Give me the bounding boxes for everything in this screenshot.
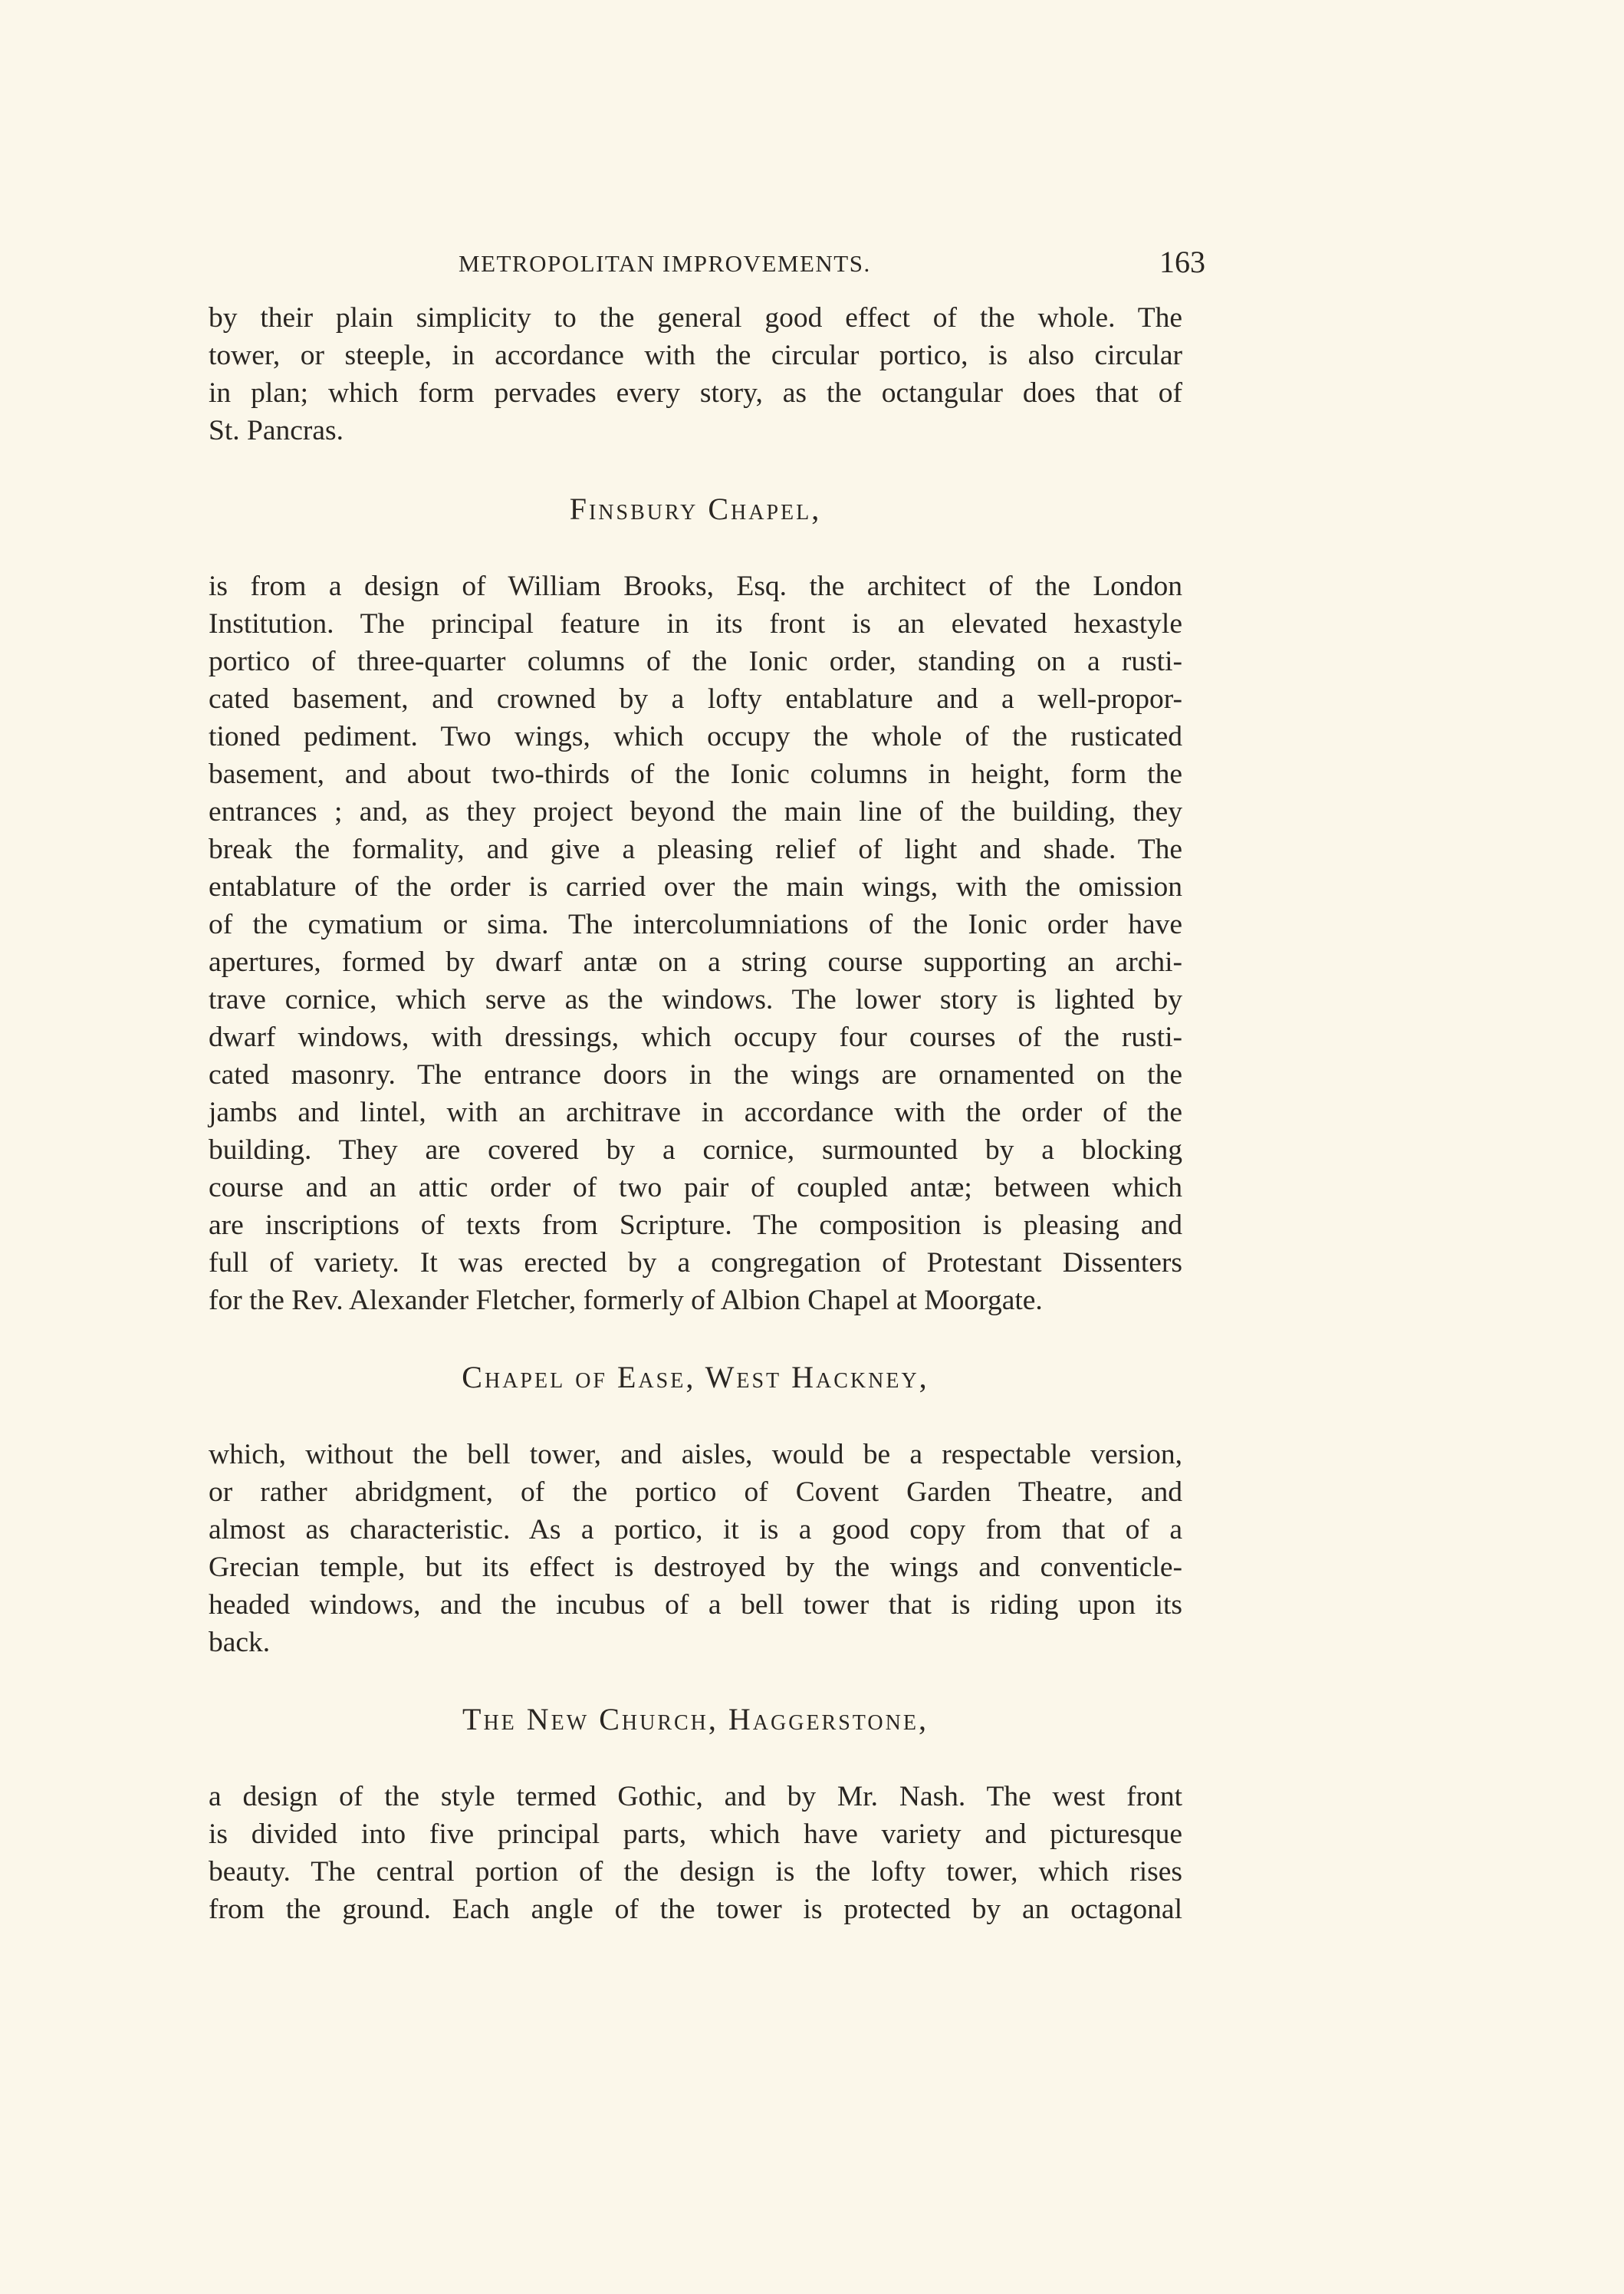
text-line: is divided into five principal parts, which have variety and picturesque: [209, 1818, 1182, 1850]
text-line: are inscriptions of texts from Scripture. The composition is pleasing and: [209, 1210, 1182, 1241]
text-line: from the ground. Each angle of the tower is protected by an octagonal: [209, 1894, 1182, 1925]
text-line: course and an attic order of two pair of coupled antæ; between which: [209, 1172, 1182, 1203]
text-line: back.: [209, 1627, 271, 1658]
text-line: entablature of the order is carried over the main wings, with the omission: [209, 871, 1182, 903]
paragraph-chapel-of-ease: [209, 1436, 1182, 1661]
text-line: Institution. The principal feature in its front is an elevated hexastyle: [209, 608, 1182, 640]
paragraph-finsbury-chapel: [209, 568, 1182, 1319]
text-line: by their plain simplicity to the general good effect of the whole. The: [209, 302, 1182, 334]
text-line: full of variety. It was erected by a congregation of Protestant Dissenters: [209, 1247, 1182, 1279]
section-heading-chapel-of-ease: Chapel of Ease, West Hackney,: [462, 1360, 929, 1394]
text-line: or rather abridgment, of the portico of Covent Garden Theatre, and: [209, 1476, 1182, 1508]
paragraph-st-pancras-continuation: [209, 299, 1182, 449]
text-line: is from a design of William Brooks, Esq. the architect of the London: [209, 571, 1182, 602]
text-line: jambs and lintel, with an architrave in accordance with the order of the: [209, 1097, 1182, 1128]
text-line: dwarf windows, with dressings, which occupy four courses of the rusti-: [209, 1022, 1182, 1053]
running-title: METROPOLITAN IMPROVEMENTS.: [459, 250, 871, 277]
paragraph-new-church-haggerstone: [209, 1778, 1182, 1928]
running-head: [209, 244, 1205, 290]
text-line: headed windows, and the incubus of a bell tower that is riding upon its: [209, 1589, 1182, 1621]
text-line: Grecian temple, but its effect is destroyed by the wings and conventicle-: [209, 1552, 1182, 1583]
text-line: of the cymatium or sima. The intercolumniations of the Ionic order have: [209, 909, 1182, 940]
text-line: beauty. The central portion of the design is the lofty tower, which rises: [209, 1856, 1182, 1888]
text-line: almost as characteristic. As a portico, it is a good copy from that of a: [209, 1514, 1182, 1545]
text-line: for the Rev. Alexander Fletcher, formerly of Albion Chapel at Moorgate.: [209, 1285, 1043, 1316]
text-line: tioned pediment. Two wings, which occupy the whole of the rusticated: [209, 721, 1182, 752]
text-line: which, without the bell tower, and aisles, would be a respectable version,: [209, 1439, 1182, 1470]
page-number: 163: [1159, 245, 1205, 279]
text-line: building. They are covered by a cornice, surmounted by a blocking: [209, 1134, 1182, 1166]
text-line: cated basement, and crowned by a lofty entablature and a well-propor-: [209, 683, 1182, 715]
section-heading-new-church-haggerstone: The New Church, Haggerstone,: [462, 1702, 929, 1736]
text-line: break the formality, and give a pleasing relief of light and shade. The: [209, 834, 1182, 865]
text-line: apertures, formed by dwarf antæ on a string course supporting an archi-: [209, 946, 1182, 978]
text-line: entrances ; and, as they project beyond the main line of the building, they: [209, 796, 1182, 828]
text-line: portico of three-quarter columns of the Ionic order, standing on a rusti-: [209, 646, 1182, 677]
text-line: basement, and about two-thirds of the Ionic columns in height, form the: [209, 759, 1182, 790]
text-line: cated masonry. The entrance doors in the wings are ornamented on the: [209, 1059, 1182, 1091]
section-heading-finsbury-chapel: Finsbury Chapel,: [569, 492, 822, 526]
text-line: St. Pancras.: [209, 415, 344, 446]
text-line: tower, or steeple, in accordance with the circular portico, is also circular: [209, 340, 1182, 371]
text-line: trave cornice, which serve as the windows. The lower story is lighted by: [209, 984, 1182, 1015]
text-line: a design of the style termed Gothic, and by Mr. Nash. The west front: [209, 1781, 1182, 1812]
text-line: in plan; which form pervades every story, as the octangular does that of: [209, 377, 1182, 409]
